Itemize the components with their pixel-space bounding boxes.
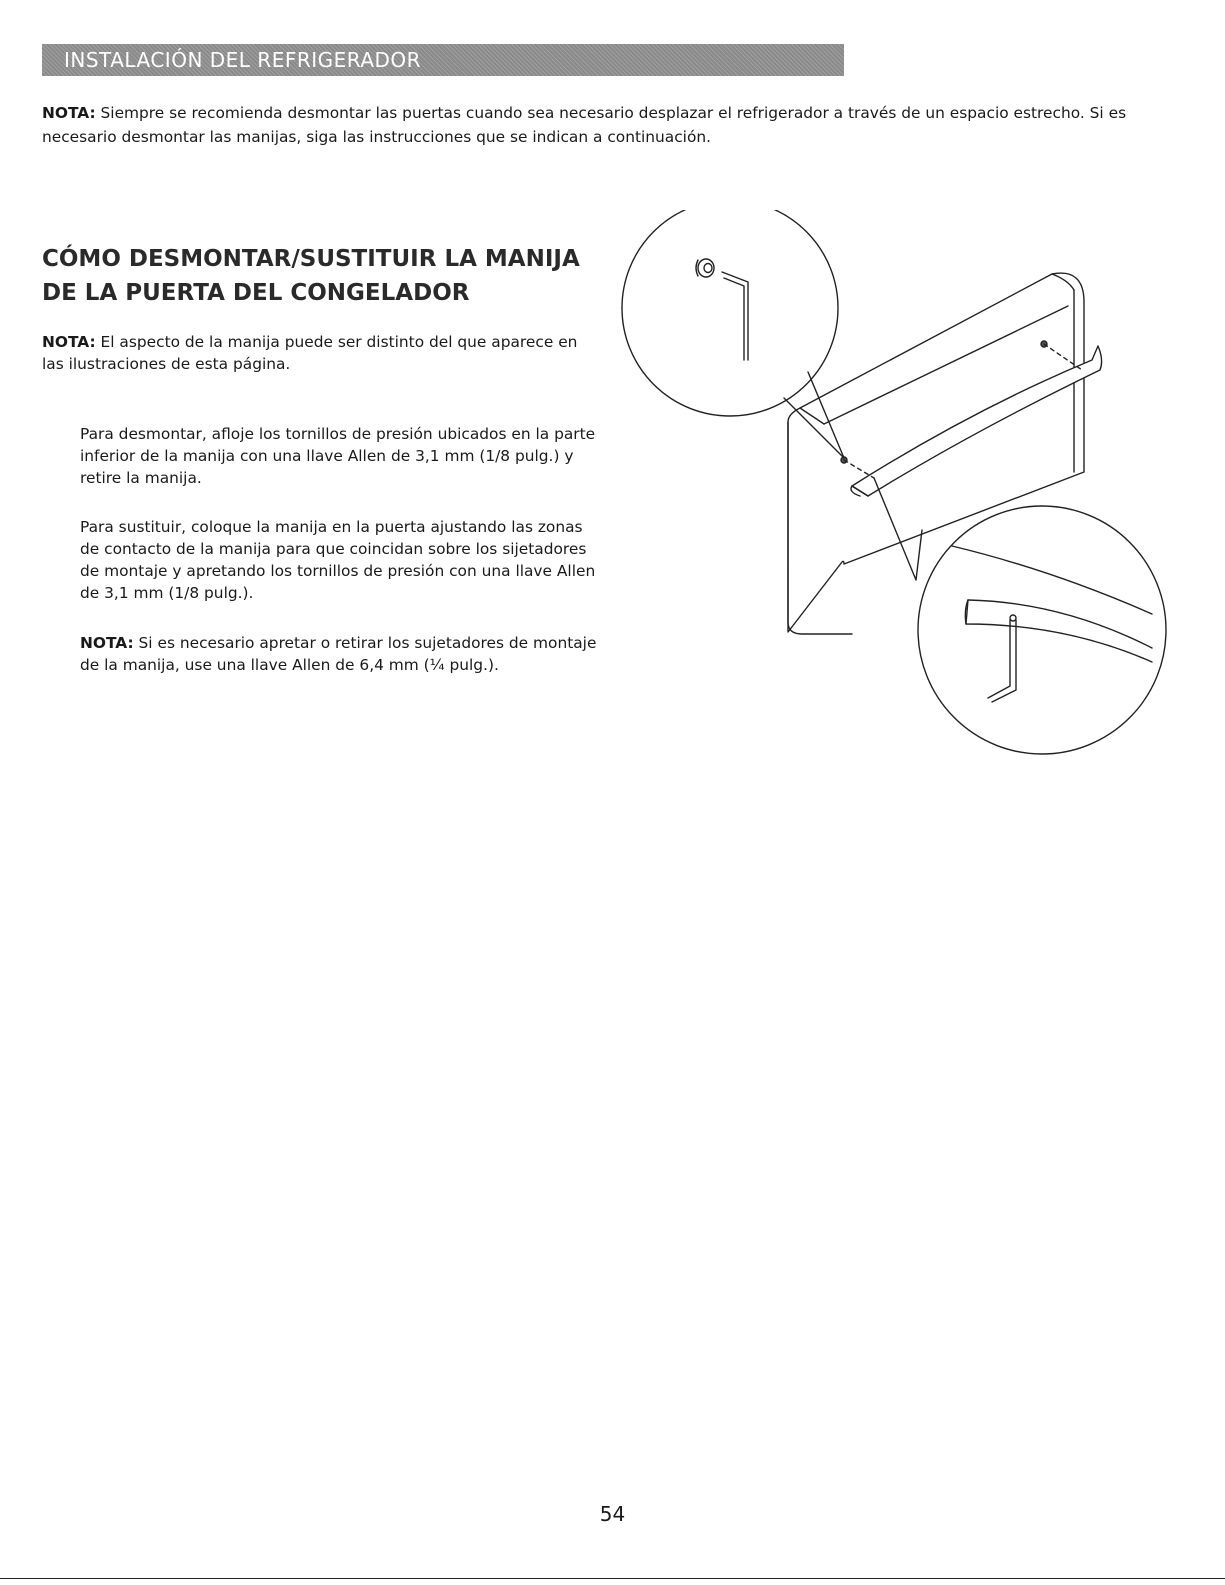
- section-title-line1: CÓMO DESMONTAR/SUSTITUIR LA MANIJA: [42, 246, 580, 272]
- handle-removal-illustration: [612, 210, 1172, 760]
- intro-note-text: Siempre se recomienda desmontar las puertas cuando sea necesario desplazar el refrigerador a través de un espacio estrecho. Si es necesario desmontar las manijas, siga las instrucciones que se indican a continuación.: [42, 104, 1127, 146]
- section-header-title: INSTALACIÓN DEL REFRIGERADOR: [64, 48, 422, 72]
- appearance-note-text: El aspecto de la manija puede ser distinto del que aparece en las ilustraciones de esta página.: [42, 333, 578, 373]
- appearance-note: [42, 331, 602, 375]
- mounting-fastener-note-text: Si es necesario apretar o retirar los sujetadores de montaje de la manija, use una llave Allen de 6,4 mm (¼ pulg.).: [80, 634, 597, 674]
- replace-instructions: Para sustituir, coloque la manija en la puerta ajustando las zonas de contacto de la manija para que coincidan sobre los sijetadores de montaje y apretando los tornillos de presión con una llave Allen de 3,1 mm (1/8 pulg.).: [80, 518, 596, 602]
- section-title-line2: DE LA PUERTA DEL CONGELADOR: [42, 280, 470, 306]
- remove-instructions: Para desmontar, afloje los tornillos de presión ubicados en la parte inferior de la manija con una llave Allen de 3,1 mm (1/8 pulg.) y retire la manija.: [80, 425, 596, 487]
- bottom-rule: [0, 1578, 1225, 1579]
- section-header-bar: [42, 44, 844, 76]
- intro-note: [42, 101, 1182, 149]
- mounting-fastener-note-label: NOTA:: [80, 634, 134, 652]
- page-number: 54: [599, 1502, 626, 1526]
- mounting-fastener-note: [80, 632, 605, 676]
- appearance-note-label: NOTA:: [42, 333, 96, 351]
- intro-note-label: NOTA:: [42, 104, 96, 122]
- section-title: [42, 242, 602, 310]
